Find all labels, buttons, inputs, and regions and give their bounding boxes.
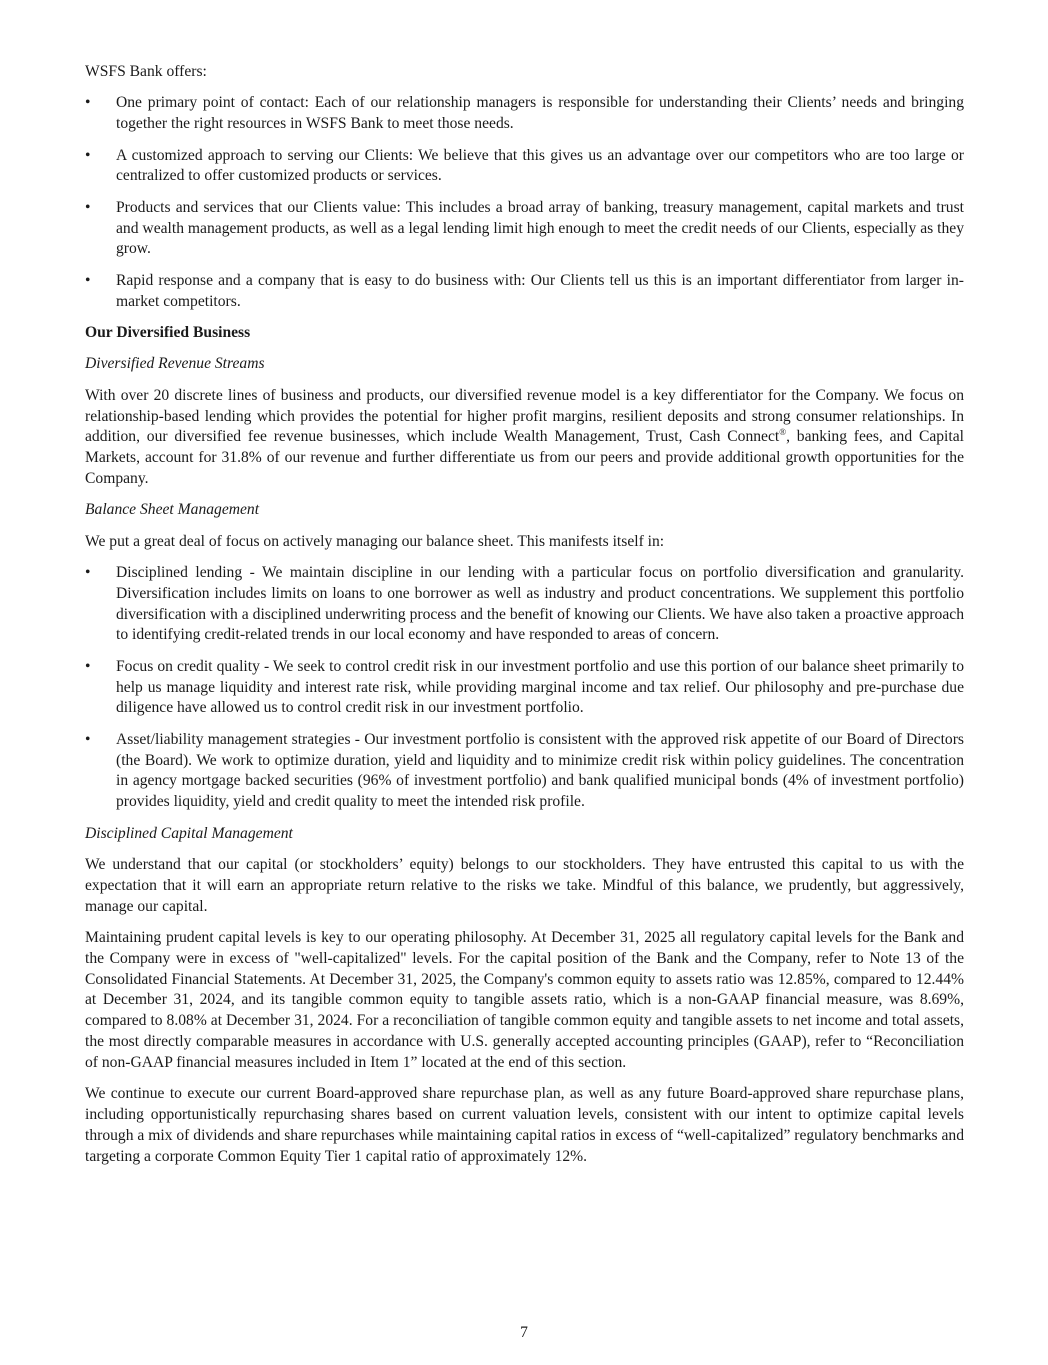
list-item: [85, 730, 964, 813]
list-item-text: A customized approach to serving our Clients: We believe that this gives us an advantage over our competitors who are too large or centralized to offer customized products or services.: [116, 146, 964, 185]
revenue-paragraph: [85, 386, 964, 490]
list-item: [85, 657, 964, 719]
list-item-text: Rapid response and a company that is easy to do business with: Our Clients tell us this is an important differentiator from larger in-market competitors.: [116, 271, 964, 310]
balance-sheet-heading: Balance Sheet Management: [85, 501, 260, 519]
revenue-text-start: With over 20 discrete lines of business and products, our diversified revenue model is a key differentiator for the Company. We focus on relationship-based lending which provides the potential for higher profit margins, resilient deposits and strong consumer relationships. In addition, our diversified fee revenue businesses, which include Wealth Management, Trust, Cash Connect: [85, 386, 964, 446]
list-item: [85, 198, 964, 260]
list-item: [85, 563, 964, 646]
list-item-text: Disciplined lending - We maintain discipline in our lending with a particular focus on portfolio diversification and granularity. Diversification includes limits on loans to one borrower as well as industry and product concentrations. We supplement this portfolio diversification with a disciplined underwriting process and the benefit of knowing our Clients. We have also taken a proactive approach to identifying credit-related trends in our local economy and have responded to areas of concern.: [116, 564, 964, 644]
bullet-icon: •: [85, 271, 91, 289]
page-number: 7: [520, 1324, 528, 1341]
bullet-icon: •: [85, 198, 91, 216]
balance-sheet-list: [85, 563, 964, 813]
capital-paragraph: Maintaining prudent capital levels is key to our operating philosophy. At December 31, 2025 all regulatory capital levels for the Bank and the Company were in excess of "well-capitalized" levels. For the capital position of the Bank and the Company, refer to Note 13 of the Consolidated Financial Statements. At December 31, 2025, the Company's common equity to assets ratio was 12.85%, compared to 12.44% at December 31, 2024, and its tangible common equity to tangible assets ratio, which is a non-GAAP financial measure, was 8.69%, compared to 8.08% at December 31, 2024. For a reconciliation of tangible common equity and tangible assets to net income and total assets, the most directly comparable measures in accordance with U.S. generally accepted accounting principles (GAAP), refer to “Reconciliation of non-GAAP financial measures included in Item 1” located at the end of this section.: [85, 929, 964, 1071]
capital-paragraph: We continue to execute our current Board-approved share repurchase plan, as well as any future Board-approved share repurchase plans, including opportunistically repurchasing shares based on current valuation levels, consistent with our intent to optimize capital levels through a mix of dividends and share repurchases while maintaining capital ratios in excess of “well-capitalized” regulatory benchmarks and targeting a corporate Common Equity Tier 1 capital ratio of approximately 12%.: [85, 1085, 965, 1165]
bullet-icon: •: [85, 657, 91, 675]
revenue-heading: Diversified Revenue Streams: [85, 355, 265, 373]
bullet-icon: •: [85, 564, 91, 582]
list-item-text: Asset/liability management strategies - Our investment portfolio is consistent with the approved risk appetite of our Board of Directors (the Board). We work to optimize duration, yield and liquidity and to minimize credit risk within policy guidelines. The concentration in agency mortgage backed securities (96% of investment portfolio) and bank qualified municipal bonds (4% of investment portfolio) provides liquidity, yield and credit quality to meet the intended risk profile.: [116, 730, 964, 811]
balance-sheet-intro: We put a great deal of focus on actively managing our balance sheet. This manifests itself in:: [85, 532, 665, 550]
offers-intro: WSFS Bank offers:: [85, 63, 207, 80]
list-item: [85, 271, 964, 313]
list-item-text: One primary point of contact: Each of our relationship managers is responsible for understanding their Clients’ needs and bringing together the right resources in WSFS Bank to meet those needs.: [116, 94, 964, 133]
registered-mark: ®: [779, 427, 787, 438]
list-item: [85, 93, 964, 135]
capital-heading: Disciplined Capital Management: [85, 824, 293, 842]
bullet-icon: •: [85, 146, 91, 164]
bullet-icon: •: [85, 730, 91, 748]
capital-paragraph: We understand that our capital (or stockholders’ equity) belongs to our stockholders. They have entrusted this capital to us with the expectation that it will earn an appropriate return relative to the risks we take. Mindful of this balance, we prudently, but aggressively, manage our capital.: [85, 856, 964, 915]
document-body: [85, 62, 964, 1178]
list-item-text: Focus on credit quality - We seek to control credit risk in our investment portfolio and use this portion of our balance sheet primarily to help us manage liquidity and interest rate risk, while providing marginal income and tax relief. Our philosophy and pre-purchase due diligence have allowed us to control credit risk in our investment portfolio.: [116, 657, 964, 717]
list-item-text: Products and services that our Clients value: This includes a broad array of banking, treasury management, capital markets and trust and wealth management products, as well as a legal lending limit high enough to meet the credit needs of our Clients, especially as they grow.: [116, 198, 964, 258]
revenue-text-end: , banking fees, and Capital Markets, account for 31.8% of our revenue and further differentiate us from our peers and provide additional growth opportunities for the Company.: [85, 428, 964, 487]
list-item: [85, 146, 964, 188]
offers-list: [85, 93, 964, 312]
bullet-icon: •: [85, 94, 91, 112]
section-heading: Our Diversified Business: [85, 323, 251, 341]
